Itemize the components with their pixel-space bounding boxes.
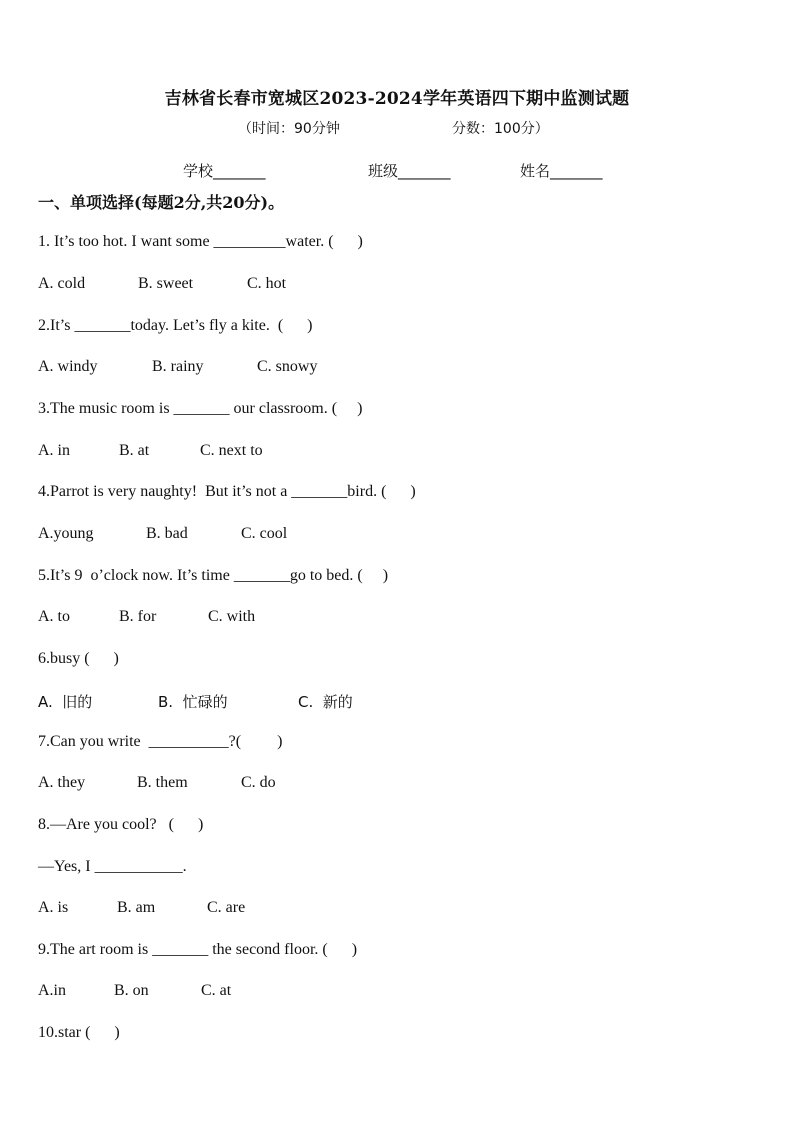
- option-c: C. with: [208, 608, 256, 625]
- option-b: B. sweet: [138, 275, 194, 292]
- question-stem: 4.Parrot is very naughty! But it’s not a _______bird. ( ): [38, 483, 416, 500]
- option-c: C. 新的: [298, 693, 353, 711]
- question-stem: 1. It’s too hot. I want some _________water. ( ): [38, 233, 363, 250]
- option-a: A. 旧的: [38, 693, 93, 711]
- question-stem: 8.—Are you cool? ( ): [38, 816, 204, 833]
- school-field: 学校_______: [183, 162, 266, 180]
- name-field: 姓名_______: [520, 162, 603, 180]
- option-c: C. snowy: [257, 358, 318, 375]
- class-field: 班级_______: [368, 162, 451, 180]
- option-a: A. to: [38, 608, 70, 625]
- option-a: A. they: [38, 774, 86, 791]
- question-stem: 9.The art room is _______ the second floor. ( ): [38, 941, 358, 958]
- option-b: B. bad: [146, 525, 188, 542]
- option-c: C. do: [241, 774, 276, 791]
- question-stem: 3.The music room is _______ our classroom. ( ): [38, 400, 363, 417]
- option-c: C. next to: [200, 442, 263, 459]
- option-a: A.young: [38, 525, 94, 542]
- option-b: B. rainy: [152, 358, 204, 375]
- question-stem: 10.star ( ): [38, 1024, 120, 1041]
- exam-time: （时间：90分钟: [238, 121, 340, 137]
- option-c: C. hot: [247, 275, 287, 292]
- option-b: B. 忙碌的: [158, 693, 228, 711]
- question-stem: 2.It’s _______today. Let’s fly a kite. ( ): [38, 317, 313, 334]
- question-answer-line: —Yes, I ___________.: [38, 858, 187, 875]
- option-b: B. for: [119, 608, 157, 625]
- option-c: C. are: [207, 899, 246, 916]
- option-b: B. them: [137, 774, 188, 791]
- option-a: A. cold: [38, 275, 86, 292]
- question-stem: 5.It’s 9 o’clock now. It’s time _______go to bed. ( ): [38, 567, 389, 584]
- exam-score: 分数：100分）: [452, 121, 549, 137]
- option-b: B. at: [119, 442, 150, 459]
- question-stem: 6.busy ( ): [38, 650, 119, 667]
- option-b: B. am: [117, 899, 156, 916]
- section-heading: 一、单项选择(每题2分,共20分)。: [38, 193, 285, 212]
- page-title: 吉林省长春市宽城区2023-2024学年英语四下期中监测试题: [164, 89, 630, 109]
- option-a: A. in: [38, 442, 70, 459]
- question-stem: 7.Can you write __________?( ): [38, 733, 283, 750]
- option-b: B. on: [114, 982, 149, 999]
- option-c: C. at: [201, 982, 232, 999]
- option-a: A. is: [38, 899, 69, 916]
- option-a: A. windy: [38, 358, 98, 375]
- option-c: C. cool: [241, 525, 288, 542]
- option-a: A.in: [38, 982, 66, 999]
